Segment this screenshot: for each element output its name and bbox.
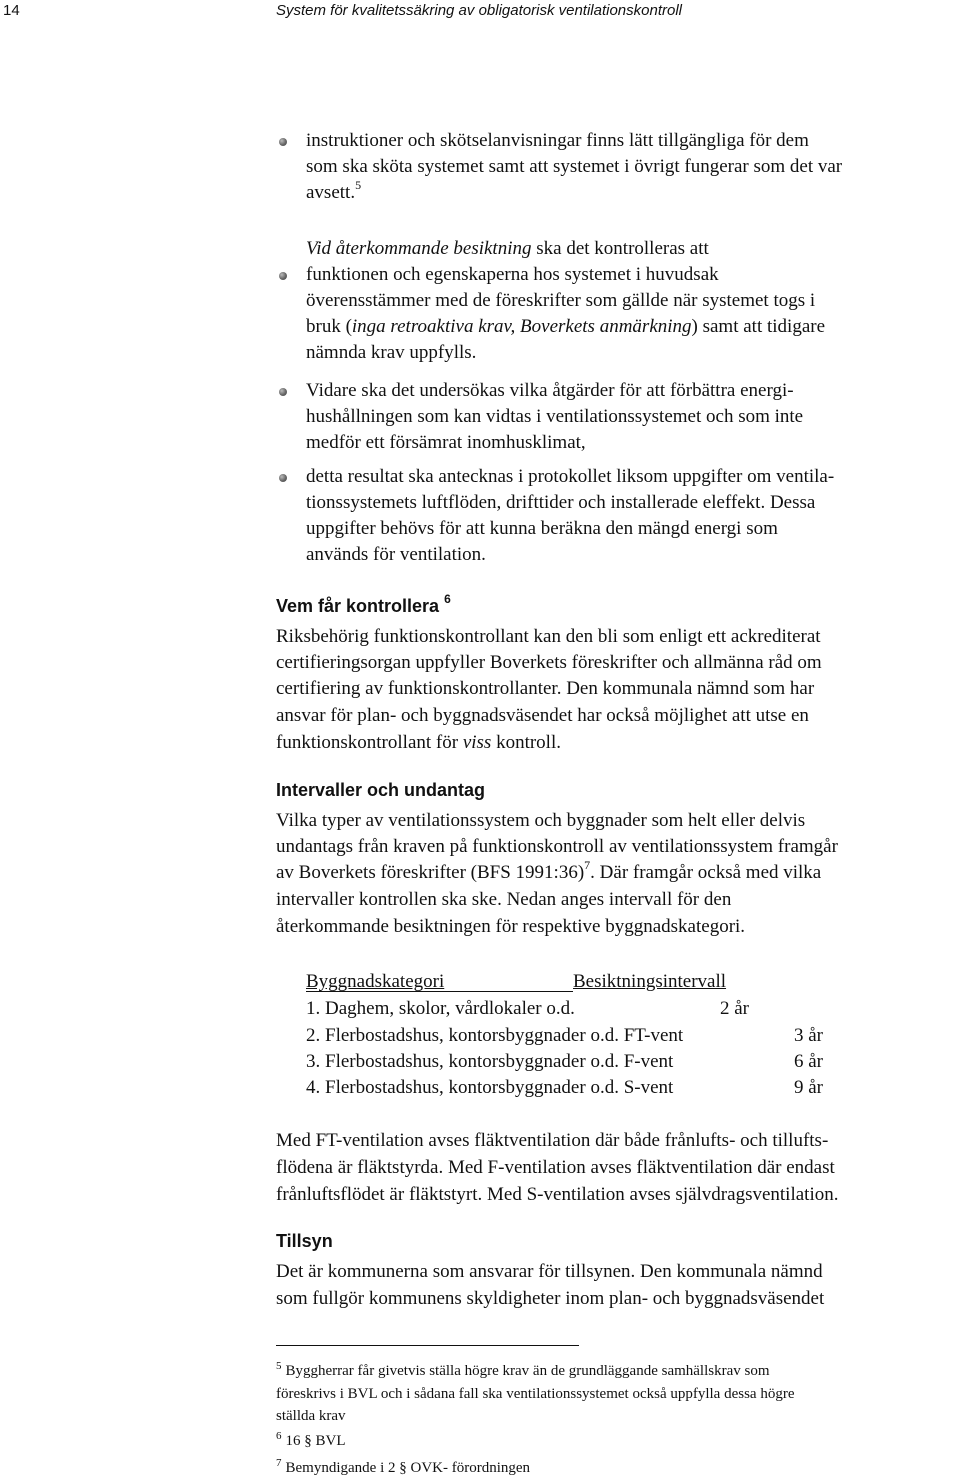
paragraph-line: frånluftsflödet är fläktstyrt. Med S-ventilation avses självdragsventilation.	[276, 1184, 839, 1205]
table-row-category: 2. Flerbostadshus, kontorsbyggnader o.d. FT-vent	[306, 1025, 684, 1046]
bullet-1-line-3: avsett.$^5$	[306, 177, 362, 203]
table-row-category: 1. Daghem, skolor, vårdlokaler o.d.	[306, 998, 575, 1019]
paragraph-line: intervaller kontrollen ska ske. Nedan anges intervall för den	[276, 889, 732, 910]
paragraph-line: Med FT-ventilation avses fläktventilation där både frånlufts- och tillufts-	[276, 1130, 829, 1151]
paragraph-line: som fullgör kommunens skyldigheter inom plan- och byggnadsväsendet	[276, 1288, 825, 1309]
footnote-7: $^7$ Bemyndigande i 2 § OVK- förordningen	[276, 1457, 531, 1476]
paragraph-line: av Boverkets föreskrifter (BFS 1991:36)$^7$. Där framgår också med vilka	[276, 857, 822, 883]
bullet-1-line-1: instruktioner och skötselanvisningar finns lätt tillgängliga för dem	[306, 130, 809, 151]
paragraph-line: Det är kommunerna som ansvarar för tillsynen. Den kommunala nämnd	[276, 1261, 823, 1282]
table-row-interval: 6 år	[794, 1051, 824, 1072]
footnote-5-line-1: $^5$ Byggherrar får givetvis ställa högre krav än de grundläggande samhällskrav som	[276, 1360, 770, 1379]
bullet-4-line-4: används för ventilation.	[306, 544, 486, 565]
table-row-category: 4. Flerbostadshus, kontorsbyggnader o.d. S-vent	[306, 1077, 674, 1098]
bullet-2-line-5: nämnda krav uppfylls.	[306, 342, 477, 363]
footnote-ref-7: 7	[584, 857, 591, 872]
table-row-interval: 9 år	[794, 1077, 824, 1098]
paragraph-line: undantags från kraven på funktionskontroll av ventilationssystem framgår	[276, 836, 838, 857]
running-title: System för kvalitetssäkring av obligatorisk ventilationskontroll	[276, 2, 683, 19]
paragraph-line: certifieringsorgan uppfyller Boverkets föreskrifter och allmänna råd om	[276, 652, 822, 673]
paragraph-line: Vilka typer av ventilationssystem och byggnader som helt eller delvis	[276, 810, 806, 831]
bullet-2-line-1: Vid återkommande besiktning ska det kontrolleras att	[306, 238, 709, 259]
paragraph-line: funktionskontrollant för viss kontroll.	[276, 732, 561, 753]
bullet-dot	[279, 474, 287, 482]
page-number: 14	[3, 2, 20, 19]
paragraph-line: certifiering av funktionskontrollanter. Den kommunala nämnd som har	[276, 678, 815, 699]
footnote-ref-6: 6	[444, 592, 451, 606]
footnote-ref-5: 5	[355, 177, 362, 192]
bullet-2-line-3: överensstämmer med de föreskrifter som gällde när systemet togs i	[306, 290, 816, 311]
bullet-3-line-1: Vidare ska det undersökas vilka åtgärder för att förbättra energi-	[306, 380, 794, 401]
table-row-interval: 2 år	[720, 998, 750, 1019]
heading-vem-far-kontrollera: Vem får kontrollera $^6$	[276, 592, 451, 616]
table-header-category: Byggnadskategori	[306, 971, 445, 992]
table-row-category: 3. Flerbostadshus, kontorsbyggnader o.d. F-vent	[306, 1051, 674, 1072]
bullet-3-line-3: medför ett försämrat inomhusklimat,	[306, 432, 586, 453]
bullet-dot	[279, 388, 287, 396]
heading-tillsyn: Tillsyn	[276, 1231, 333, 1251]
bullet-dot	[279, 272, 287, 280]
bullet-2-line-2: funktionen och egenskaperna hos systemet i huvudsak	[306, 264, 719, 285]
bullet-4-line-2: tionssystemets luftflöden, drifttider och installerade eleffekt. Dessa	[306, 492, 816, 513]
bullet-1-line-2: som ska sköta systemet samt att systemet i övrigt fungerar som det var	[306, 156, 843, 177]
bullet-4-line-3: uppgifter behövs för att kunna beräkna den mängd energi som	[306, 518, 778, 539]
paragraph-line: Riksbehörig funktionskontrollant kan den bli som enligt ett ackrediterat	[276, 626, 821, 647]
table-header-interval: Besiktningsintervall	[573, 971, 727, 992]
bullet-2-line-4: bruk (inga retroaktiva krav, Boverkets anmärkning) samt att tidigare	[306, 316, 826, 337]
bullet-4-line-1: detta resultat ska antecknas i protokollet liksom uppgifter om ventila-	[306, 466, 835, 487]
paragraph-line: ansvar för plan- och byggnadsväsendet har också möjlighet att utse en	[276, 705, 809, 726]
footnote-separator	[276, 1345, 579, 1346]
paragraph-line: återkommande besiktningen för respektive byggnadskategori.	[276, 916, 746, 937]
table-row-interval: 3 år	[794, 1025, 824, 1046]
bullet-3-line-2: hushållningen som kan vidtas i ventilationssystemet och som inte	[306, 406, 804, 427]
footnote-6: $^6$ 16 § BVL	[276, 1430, 346, 1449]
bullet-dot	[279, 138, 287, 146]
heading-intervaller-och-undantag: Intervaller och undantag	[276, 780, 486, 800]
paragraph-line: flödena är fläktstyrda. Med F-ventilation avses fläktventilation där endast	[276, 1157, 835, 1178]
footnote-5-line-2: föreskrivs i BVL och i sådana fall ska ventilationssystemet också uppfylla dessa högre	[276, 1386, 795, 1402]
footnote-5-line-3: ställda krav	[276, 1408, 346, 1424]
